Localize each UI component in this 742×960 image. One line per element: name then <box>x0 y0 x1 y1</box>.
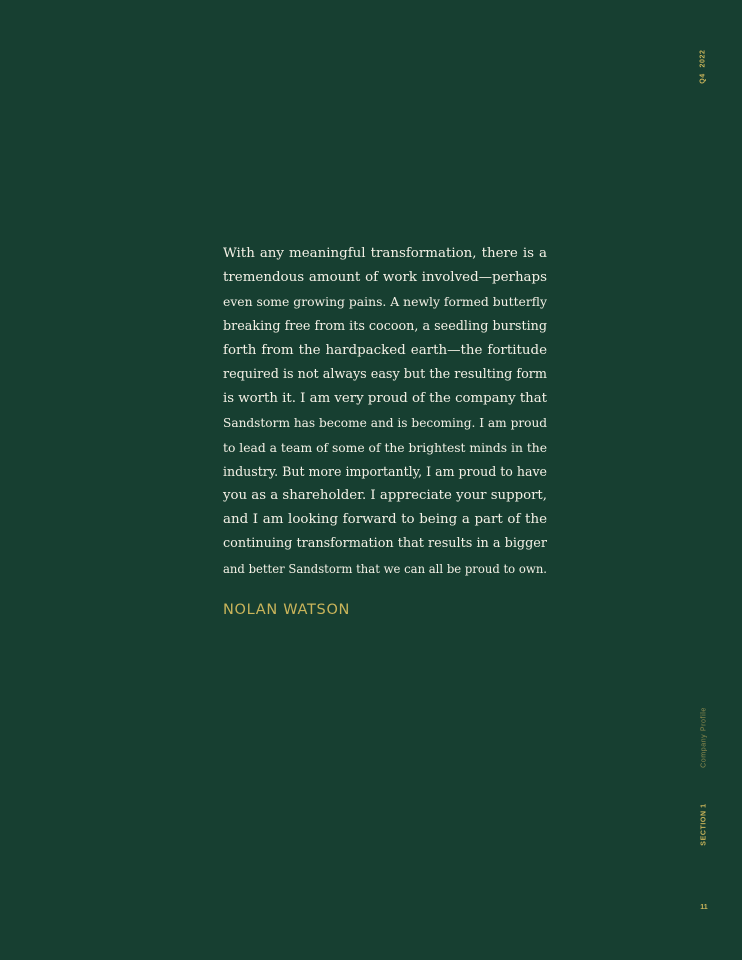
page-number: 11 <box>700 904 708 911</box>
section-name: Company Profile <box>700 707 708 768</box>
quote-line: tremendous amount of work involved—perhaps <box>223 270 547 286</box>
quote-line: continuing transformation that results in a bigger <box>223 536 547 552</box>
quote-line: With any meaningful transformation, there is a <box>223 246 547 261</box>
quote-line: required is not always easy but the resulting form <box>223 367 547 383</box>
quote-line: to lead a team of some of the brightest minds in the <box>223 440 547 455</box>
quote-line: Sandstorm has become and is becoming. I am proud <box>223 416 548 431</box>
section-number: SECTION 1 <box>700 803 708 846</box>
quote-line: industry. But more importantly, I am proud to have <box>223 463 547 479</box>
quote-line: breaking free from its cocoon, a seedling bursting <box>223 318 547 334</box>
quote-line: and I am looking forward to being a part of the <box>223 512 547 528</box>
year-label: 2022 <box>699 49 707 68</box>
quote-line: and better Sandstorm that we can all be proud to own. <box>223 561 547 576</box>
quote-line: forth from the hardpacked earth—the fortitude <box>223 342 547 358</box>
quote-line: is worth it. I am very proud of the company that <box>223 391 547 407</box>
signature: NOLAN WATSON <box>223 602 351 618</box>
quote-line: you as a shareholder. I appreciate your support, <box>223 488 547 504</box>
quote-block <box>223 242 547 581</box>
quarter-label: Q4 <box>699 73 707 84</box>
quote-line: even some growing pains. A newly formed butterfly <box>223 295 547 310</box>
